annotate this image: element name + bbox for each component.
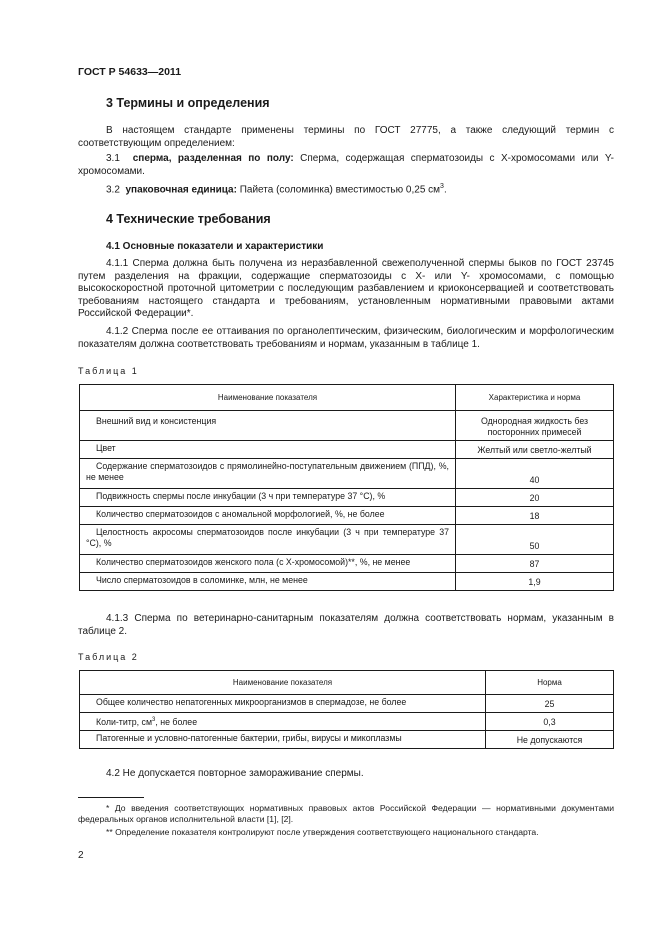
table-2-row-value: Не допускаются	[486, 731, 614, 749]
table-2	[79, 670, 614, 749]
table-row	[80, 489, 614, 507]
term-3-2-term: упаковочная единица:	[125, 184, 237, 196]
table-row	[80, 731, 614, 749]
footnote-1	[78, 803, 614, 825]
footnote-1-text: * До введения соответствующих нормативных правовых актов Российской Федерации — нормативными документами федеральных органов исполнительной власти [1], [2].	[78, 803, 614, 824]
table-1-row-value: Желтый или светло-желтый	[456, 441, 614, 459]
term-3-1-number: 3.1	[106, 153, 120, 164]
table-row	[80, 507, 614, 525]
section-4-title: 4 Технические требования	[106, 212, 271, 226]
table-1-row-value: Однородная жидкость без посторонних примесей	[456, 411, 614, 441]
table-row	[80, 411, 614, 441]
paragraph-4-2-text: 4.2 Не допускается повторное замораживание спермы.	[106, 768, 364, 779]
paragraph-4-1-2-text: 4.1.2 Сперма после ее оттаивания по органолептическим, физическим, биологическим и морфологическим показателям должна соответствовать требованиям и нормам, указанным в таблице 1.	[78, 326, 614, 350]
term-3-1-term: сперма, разделенная по полу:	[132, 153, 294, 164]
table-2-row-sup: 3	[152, 717, 156, 723]
term-3-2-number: 3.2	[106, 184, 120, 196]
table-row	[80, 459, 614, 489]
term-3-2-end: .	[443, 184, 447, 196]
standard-header: ГОСТ Р 54633—2011	[78, 66, 182, 78]
table-1-row-value: 18	[456, 507, 614, 525]
table-1-row-value: 1,9	[456, 573, 614, 591]
page-number: 2	[78, 850, 84, 861]
table-1-row-value: 40	[456, 459, 614, 489]
table-1-row-name: Цвет	[96, 443, 116, 453]
intro-text: В настоящем стандарте применены термины по ГОСТ 27775, а также следующий термин с соответствующим определением:	[78, 125, 614, 149]
table-1-row-name: Количество сперматозоидов с аномальной морфологией, %, не более	[96, 509, 385, 519]
table-row	[80, 555, 614, 573]
table-row	[80, 573, 614, 591]
table-1-row-value: 87	[456, 555, 614, 573]
term-3-1-definition: Сперма, содержащая сперматозоиды с X-хромосомами или Y-хромосомами.	[78, 153, 614, 177]
section-3-intro	[78, 125, 614, 150]
table-2-row-name-suffix: , не более	[155, 716, 198, 727]
table-2-header-value: Норма	[486, 671, 614, 695]
table-1-row-name: Целостность акросомы сперматозоидов после инкубации (3 ч при температуре 37 °С), %	[86, 527, 449, 548]
term-3-2	[78, 181, 614, 197]
term-3-2-definition: Пайета (соломинка) вместимостью 0,25 см	[239, 184, 441, 196]
table-2-row-name: Общее количество непатогенных микроорганизмов в спермадозе, не более	[96, 697, 407, 707]
section-3-title: 3 Термины и определения	[106, 96, 270, 110]
table-1	[79, 384, 614, 591]
table-2-row-name: Коли-титр, см	[96, 716, 152, 727]
table-row	[80, 695, 614, 713]
table-1-row-name: Число сперматозоидов в соломинке, млн, не менее	[96, 575, 308, 585]
table-1-row-name: Внешний вид и консистенция	[96, 416, 217, 426]
table-2-row-value: 0,3	[486, 713, 614, 731]
table-1-row-value: 50	[456, 525, 614, 555]
table-1-header-name: Наименование показателя	[80, 385, 456, 411]
term-3-2-sup: 3	[440, 183, 444, 190]
table-1-row-name: Количество сперматозоидов женского пола (с X-хромосомой)**, %, не менее	[96, 557, 411, 567]
table-2-caption: Таблица 2	[78, 652, 139, 662]
paragraph-4-1-2	[78, 326, 614, 351]
table-1-caption: Таблица 1	[78, 366, 139, 376]
paragraph-4-1-3-text: 4.1.3 Сперма по ветеринарно-санитарным показателям должна соответствовать нормам, указанным в таблице 2.	[78, 613, 614, 637]
table-1-row-name: Содержание сперматозоидов с прямолинейно-поступательным движением (ППД), %, не менее	[86, 461, 449, 482]
footnote-divider	[78, 797, 144, 798]
table-2-row-value: 25	[486, 695, 614, 713]
paragraph-4-1-1-text: 4.1.1 Сперма должна быть получена из неразбавленной свежеполученной спермы быков по ГОСТ 23745 путем разделения на фракции, содержащие сперматозоиды с X- или Y- хромосомами, с помощью высокоскоростной проточной цитометрии с последующим разбавлением и криоконсервацией и соответствовать требованиям настоящего стандарта и требованиям, установленным нормативными правовыми актами Российской Федерации*.	[78, 258, 614, 320]
paragraph-4-1-1	[78, 258, 614, 321]
table-row	[80, 713, 614, 731]
paragraph-4-1-3	[78, 613, 614, 638]
footnote-2	[78, 827, 614, 838]
paragraph-4-2	[78, 768, 614, 781]
table-1-row-value: 20	[456, 489, 614, 507]
subsection-4-1-title: 4.1 Основные показатели и характеристики	[106, 241, 324, 252]
table-2-row-name: Патогенные и условно-патогенные бактерии, грибы, вирусы и микоплазмы	[96, 733, 402, 743]
table-1-header-value: Характеристика и норма	[456, 385, 614, 411]
table-2-header-name: Наименование показателя	[80, 671, 486, 695]
footnote-2-text: ** Определение показателя контролируют после утверждения соответствующего национального стандарта.	[106, 827, 539, 837]
term-3-1	[78, 153, 614, 178]
table-row	[80, 441, 614, 459]
table-row	[80, 525, 614, 555]
table-1-row-name: Подвижность спермы после инкубации (3 ч при температуре 37 °С), %	[96, 491, 386, 501]
